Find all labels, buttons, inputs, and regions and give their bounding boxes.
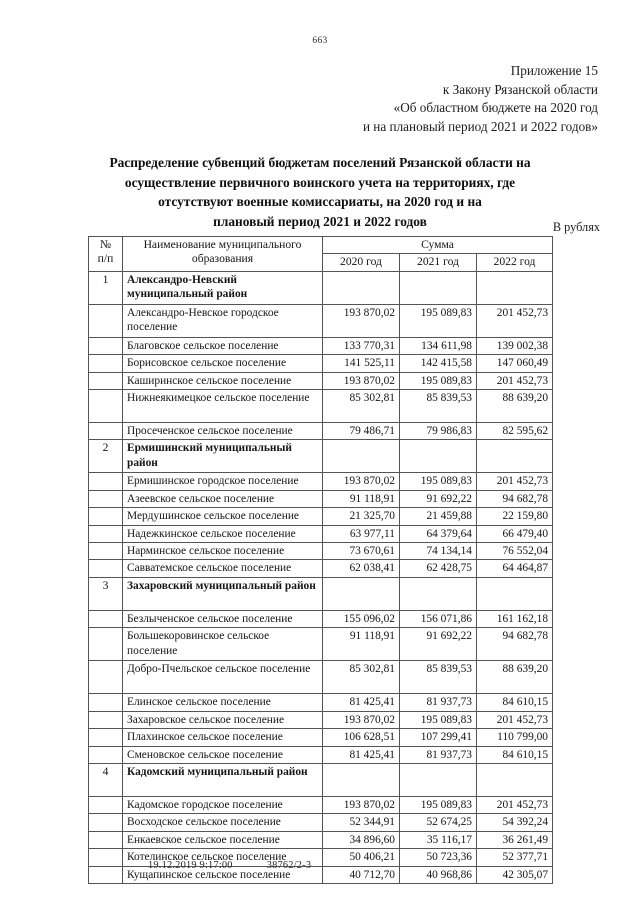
amount-cell-2020: 141 525,11 — [323, 355, 400, 372]
amount-cell-2020: 193 870,02 — [323, 711, 400, 728]
row-number-cell — [89, 525, 123, 542]
amount-cell-2020: 106 628,51 — [323, 729, 400, 746]
appendix-line-2: к Закону Рязанской области — [442, 81, 598, 97]
amount-cell-2020: 193 870,02 — [323, 372, 400, 389]
table-header-row-1 — [89, 237, 553, 254]
table-row — [89, 473, 553, 490]
units-note: В рублях — [552, 220, 600, 234]
row-number-cell — [89, 831, 123, 848]
amount-cell-2022: 36 261,49 — [477, 831, 553, 848]
page-number: 663 — [312, 36, 328, 46]
amount-cell-2021 — [400, 440, 477, 473]
amount-cell-2020: 155 096,02 — [323, 610, 400, 627]
table-row — [89, 423, 553, 440]
amount-cell-2022: 88 639,20 — [477, 661, 553, 694]
row-number-cell — [89, 796, 123, 813]
footer — [148, 860, 311, 871]
amount-cell-2022: 64 464,87 — [477, 560, 553, 577]
settlement-name-cell: Плахинское сельское поселение — [123, 729, 323, 746]
settlement-name-cell: Кущапинское сельское поселение — [123, 866, 323, 883]
title-line-1: Распределение субвенций бюджетам поселений Рязанской области на — [109, 155, 531, 170]
settlement-name-cell: Нарминское сельское поселение — [123, 543, 323, 560]
amount-cell-2021: 156 071,86 — [400, 610, 477, 627]
amount-cell-2020: 52 344,91 — [323, 814, 400, 831]
table-row — [89, 831, 553, 848]
row-number-cell — [89, 423, 123, 440]
amount-cell-2020: 81 425,41 — [323, 746, 400, 763]
table-row — [89, 577, 553, 610]
amount-cell-2021: 74 134,14 — [400, 543, 477, 560]
row-number-cell — [89, 814, 123, 831]
amount-cell-2021: 195 089,83 — [400, 473, 477, 490]
table-row — [89, 560, 553, 577]
settlement-name-cell: Добро-Пчельское сельское поселение — [123, 661, 323, 694]
settlement-name-cell: Борисовское сельское поселение — [123, 355, 323, 372]
table-header — [89, 237, 553, 272]
settlement-name-cell: Захаровское сельское поселение — [123, 711, 323, 728]
title-line-3: отсутствуют военные комиссариаты, на 2020 год и на — [158, 194, 482, 210]
title-line-4: плановый период 2021 и 2022 годов — [213, 213, 427, 229]
amount-cell-2020 — [323, 577, 400, 610]
settlement-name-cell: Безлыченское сельское поселение — [123, 610, 323, 627]
row-number-cell: 2 — [89, 440, 123, 473]
amount-cell-2022: 76 552,04 — [477, 543, 553, 560]
row-number-cell — [89, 628, 123, 661]
column-header-year-2021: 2021 год — [400, 254, 477, 271]
amount-cell-2020: 91 118,91 — [323, 628, 400, 661]
table-row — [89, 355, 553, 372]
amount-cell-2022: 22 159,80 — [477, 508, 553, 525]
column-header-sum: Сумма — [323, 237, 553, 254]
table-row — [89, 271, 553, 304]
column-header-name-line2: образования — [191, 252, 254, 266]
amount-cell-2021: 52 674,25 — [400, 814, 477, 831]
amount-cell-2021: 81 937,73 — [400, 694, 477, 711]
subventions-table — [88, 236, 553, 884]
amount-cell-2020: 34 896,60 — [323, 831, 400, 848]
amount-cell-2022: 84 610,15 — [477, 694, 553, 711]
amount-cell-2022: 139 002,38 — [477, 337, 553, 354]
amount-cell-2022: 84 610,15 — [477, 746, 553, 763]
table-body — [89, 271, 553, 883]
appendix-line-3: «Об областном бюджете на 2020 год — [393, 100, 598, 116]
column-header-number-line2: п/п — [97, 252, 114, 266]
table-row — [89, 610, 553, 627]
amount-cell-2020: 85 302,81 — [323, 390, 400, 423]
table-row — [89, 763, 553, 796]
table-row — [89, 525, 553, 542]
table-row — [89, 440, 553, 473]
row-number-cell — [89, 304, 123, 337]
column-header-year-2022: 2022 год — [477, 254, 553, 271]
row-number-cell — [89, 866, 123, 883]
amount-cell-2021: 195 089,83 — [400, 796, 477, 813]
amount-cell-2021: 107 299,41 — [400, 729, 477, 746]
row-number-cell — [89, 694, 123, 711]
row-number-cell — [89, 560, 123, 577]
table-row — [89, 814, 553, 831]
amount-cell-2022: 201 452,73 — [477, 796, 553, 813]
title-line-2: осуществление первичного воинского учета на территориях, где — [124, 174, 516, 190]
amount-cell-2021: 40 968,86 — [400, 866, 477, 883]
amount-cell-2022: 201 452,73 — [477, 304, 553, 337]
table-row — [89, 490, 553, 507]
amount-cell-2021: 62 428,75 — [400, 560, 477, 577]
settlement-name-cell: Азеевское сельское поселение — [123, 490, 323, 507]
row-number-cell — [89, 746, 123, 763]
settlement-name-cell: Кадомское городское поселение — [123, 796, 323, 813]
row-number-cell — [89, 490, 123, 507]
row-number-cell — [89, 390, 123, 423]
amount-cell-2022 — [477, 440, 553, 473]
row-number-cell — [89, 711, 123, 728]
row-number-cell: 3 — [89, 577, 123, 610]
amount-cell-2022 — [477, 763, 553, 796]
amount-cell-2022: 110 799,00 — [477, 729, 553, 746]
settlement-name-cell: Надежкинское сельское поселение — [123, 525, 323, 542]
table-row — [89, 694, 553, 711]
amount-cell-2022: 82 595,62 — [477, 423, 553, 440]
row-number-cell — [89, 729, 123, 746]
amount-cell-2021: 195 089,83 — [400, 304, 477, 337]
amount-cell-2021: 81 937,73 — [400, 746, 477, 763]
table-row — [89, 508, 553, 525]
amount-cell-2020: 63 977,11 — [323, 525, 400, 542]
amount-cell-2020 — [323, 440, 400, 473]
settlement-name-cell: Большекоровинское сельское поселение — [123, 628, 323, 661]
amount-cell-2020: 91 118,91 — [323, 490, 400, 507]
column-header-number — [89, 237, 123, 272]
amount-cell-2022: 66 479,40 — [477, 525, 553, 542]
row-number-cell — [89, 355, 123, 372]
amount-cell-2020: 193 870,02 — [323, 304, 400, 337]
table-row — [89, 372, 553, 389]
row-number-cell — [89, 610, 123, 627]
amount-cell-2021: 64 379,64 — [400, 525, 477, 542]
table-row — [89, 661, 553, 694]
table-row — [89, 729, 553, 746]
column-header-name — [123, 237, 323, 272]
amount-cell-2020: 81 425,41 — [323, 694, 400, 711]
amount-cell-2022: 147 060,49 — [477, 355, 553, 372]
column-header-number-line1: № — [99, 238, 112, 251]
settlement-name-cell: Котелинское сельское поселение — [123, 849, 323, 866]
settlement-name-cell: Мердушинское сельское поселение — [123, 508, 323, 525]
row-number-cell: 4 — [89, 763, 123, 796]
amount-cell-2021: 91 692,22 — [400, 628, 477, 661]
appendix-line-1: Приложение 15 — [510, 63, 598, 78]
settlement-name-cell: Елинское сельское поселение — [123, 694, 323, 711]
amount-cell-2022: 201 452,73 — [477, 372, 553, 389]
table-row — [89, 628, 553, 661]
settlement-name-cell: Енкаевское сельское поселение — [123, 831, 323, 848]
amount-cell-2021: 134 611,98 — [400, 337, 477, 354]
amount-cell-2020: 133 770,31 — [323, 337, 400, 354]
settlement-name-cell: Благовское сельское поселение — [123, 337, 323, 354]
settlement-name-cell: Восходское сельское поселение — [123, 814, 323, 831]
amount-cell-2020: 50 406,21 — [323, 849, 400, 866]
amount-cell-2020 — [323, 763, 400, 796]
table-row — [89, 337, 553, 354]
table-row — [89, 796, 553, 813]
amount-cell-2020 — [323, 271, 400, 304]
amount-cell-2021: 79 986,83 — [400, 423, 477, 440]
settlement-name-cell: Каширинское сельское поселение — [123, 372, 323, 389]
amount-cell-2022: 52 377,71 — [477, 849, 553, 866]
row-number-cell — [89, 473, 123, 490]
amount-cell-2022: 161 162,18 — [477, 610, 553, 627]
column-header-name-line1: Наименование муниципального — [143, 238, 302, 251]
amount-cell-2020: 73 670,61 — [323, 543, 400, 560]
amount-cell-2021: 195 089,83 — [400, 711, 477, 728]
amount-cell-2021: 35 116,17 — [400, 831, 477, 848]
amount-cell-2021: 85 839,53 — [400, 661, 477, 694]
appendix-reference-block — [178, 62, 598, 136]
amount-cell-2021: 195 089,83 — [400, 372, 477, 389]
amount-cell-2022: 54 392,24 — [477, 814, 553, 831]
amount-cell-2022: 88 639,20 — [477, 390, 553, 423]
row-number-cell — [89, 543, 123, 560]
amount-cell-2020: 193 870,02 — [323, 796, 400, 813]
amount-cell-2021: 85 839,53 — [400, 390, 477, 423]
row-number-cell — [89, 661, 123, 694]
settlement-name-cell: Савватемское сельское поселение — [123, 560, 323, 577]
amount-cell-2020: 62 038,41 — [323, 560, 400, 577]
column-header-year-2020: 2020 год — [323, 254, 400, 271]
amount-cell-2021 — [400, 763, 477, 796]
row-number-cell — [89, 849, 123, 866]
district-name-cell: Александро-Невский муниципальный район — [123, 271, 323, 304]
table-row — [89, 304, 553, 337]
amount-cell-2020: 40 712,70 — [323, 866, 400, 883]
amount-cell-2020: 193 870,02 — [323, 473, 400, 490]
row-number-cell — [89, 508, 123, 525]
district-name-cell: Кадомский муниципальный район — [123, 763, 323, 796]
amount-cell-2022: 201 452,73 — [477, 473, 553, 490]
footer-doc-code: 38762/2-3 — [266, 860, 312, 871]
row-number-cell — [89, 337, 123, 354]
settlement-name-cell: Просеченское сельское поселение — [123, 423, 323, 440]
district-name-cell: Захаровский муниципальный район — [123, 577, 323, 610]
amount-cell-2022: 201 452,73 — [477, 711, 553, 728]
amount-cell-2022: 42 305,07 — [477, 866, 553, 883]
amount-cell-2021 — [400, 271, 477, 304]
table-row — [89, 543, 553, 560]
amount-cell-2020: 85 302,81 — [323, 661, 400, 694]
settlement-name-cell: Нижнеякимецкое сельское поселение — [123, 390, 323, 423]
amount-cell-2021: 50 723,36 — [400, 849, 477, 866]
amount-cell-2020: 79 486,71 — [323, 423, 400, 440]
row-number-cell — [89, 372, 123, 389]
amount-cell-2022 — [477, 577, 553, 610]
amount-cell-2021: 142 415,58 — [400, 355, 477, 372]
settlement-name-cell: Александро-Невское городское поселение — [123, 304, 323, 337]
amount-cell-2021 — [400, 577, 477, 610]
row-number-cell: 1 — [89, 271, 123, 304]
settlement-name-cell: Сменовское сельское поселение — [123, 746, 323, 763]
table-row — [89, 390, 553, 423]
amount-cell-2021: 91 692,22 — [400, 490, 477, 507]
settlement-name-cell: Ермишинское городское поселение — [123, 473, 323, 490]
table-row — [89, 711, 553, 728]
appendix-line-4: и на плановый период 2021 и 2022 годов» — [362, 118, 598, 134]
district-name-cell: Ермишинский муниципальный район — [123, 440, 323, 473]
footer-timestamp: 19.12.2019 9:17:00 — [148, 860, 233, 871]
amount-cell-2022 — [477, 271, 553, 304]
table-row — [89, 746, 553, 763]
amount-cell-2020: 21 325,70 — [323, 508, 400, 525]
amount-cell-2022: 94 682,78 — [477, 490, 553, 507]
amount-cell-2022: 94 682,78 — [477, 628, 553, 661]
amount-cell-2021: 21 459,88 — [400, 508, 477, 525]
